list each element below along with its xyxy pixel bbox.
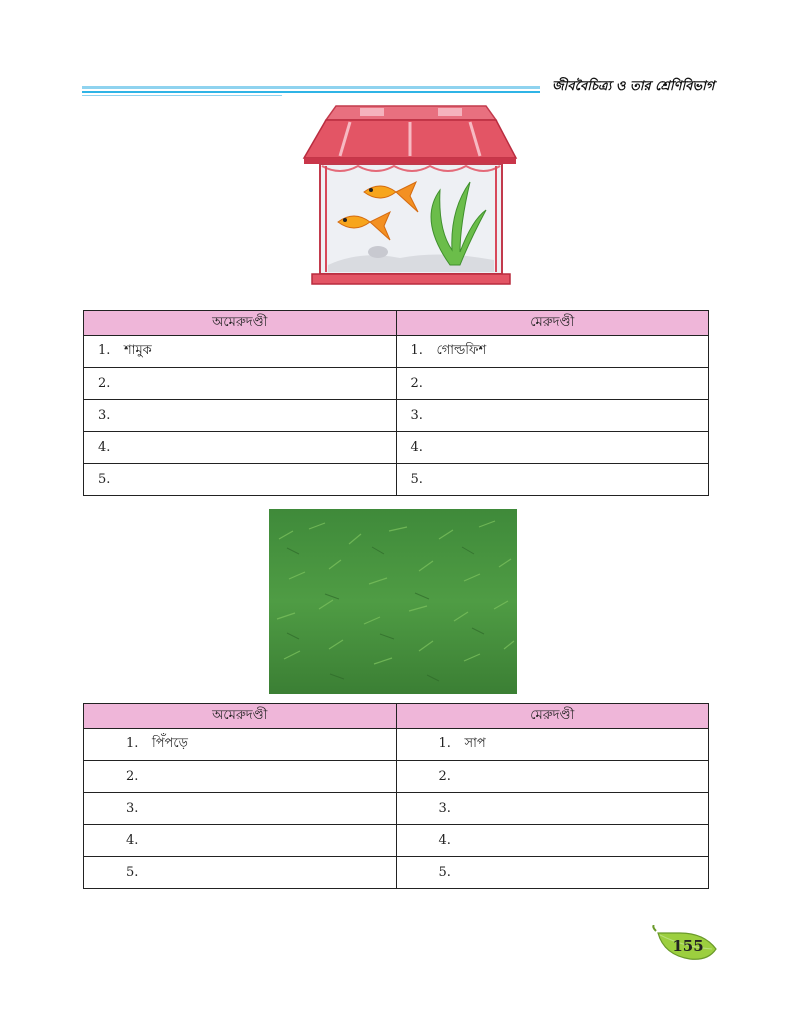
column-header-invertebrate: অমেরুদণ্ডী: [84, 311, 397, 336]
row-number: 1.: [126, 736, 139, 751]
row-number: 3.: [410, 408, 423, 423]
column-header-vertebrate: মেরুদণ্ডী: [396, 704, 709, 729]
table-row: [84, 400, 709, 432]
invertebrate-cell[interactable]: [84, 793, 397, 825]
table-row: [84, 432, 709, 464]
row-number: 1.: [410, 343, 423, 358]
page-number: 155: [672, 937, 704, 955]
vertebrate-cell[interactable]: [396, 761, 709, 793]
table-row: [84, 368, 709, 400]
vertebrate-cell[interactable]: [396, 857, 709, 889]
vertebrate-cell[interactable]: [396, 368, 709, 400]
table-row: [84, 793, 709, 825]
invertebrate-cell[interactable]: [84, 368, 397, 400]
vertebrate-entry: সাপ: [464, 736, 486, 751]
classification-table-1: [83, 310, 709, 496]
table-row: [84, 336, 709, 368]
invertebrate-cell[interactable]: [84, 464, 397, 496]
vertebrate-entry: গোল্ডফিশ: [436, 343, 487, 358]
row-number: 4.: [410, 440, 423, 455]
row-number: 2.: [438, 769, 451, 784]
row-number: 3.: [438, 801, 451, 816]
invertebrate-cell[interactable]: [84, 432, 397, 464]
invertebrate-cell[interactable]: [84, 729, 397, 761]
row-number: 5.: [126, 865, 139, 880]
invertebrate-cell[interactable]: [84, 336, 397, 368]
row-number: 1.: [98, 343, 111, 358]
table-header-row: [84, 704, 709, 729]
vertebrate-cell[interactable]: [396, 400, 709, 432]
row-number: 4.: [438, 833, 451, 848]
row-number: 4.: [98, 440, 111, 455]
chapter-title: জীববৈচিত্র্য ও তার শ্রেণিবিভাগ: [552, 79, 715, 94]
table-header-row: [84, 311, 709, 336]
vertebrate-cell[interactable]: [396, 825, 709, 857]
row-number: 3.: [98, 408, 111, 423]
vertebrate-cell[interactable]: [396, 336, 709, 368]
table-row: [84, 729, 709, 761]
table-row: [84, 857, 709, 889]
row-number: 1.: [438, 736, 451, 751]
invertebrate-cell[interactable]: [84, 857, 397, 889]
vertebrate-cell[interactable]: [396, 432, 709, 464]
classification-table-2: [83, 703, 709, 889]
row-number: 2.: [126, 769, 139, 784]
table-row: [84, 825, 709, 857]
row-number: 5.: [438, 865, 451, 880]
invertebrate-cell[interactable]: [84, 761, 397, 793]
table-row: [84, 761, 709, 793]
invertebrate-cell[interactable]: [84, 400, 397, 432]
header-rule: [82, 86, 540, 96]
invertebrate-entry: পিঁপড়ে: [152, 736, 188, 751]
row-number: 3.: [126, 801, 139, 816]
row-number: 2.: [98, 376, 111, 391]
invertebrate-entry: শামুক: [124, 343, 152, 358]
vertebrate-cell[interactable]: [396, 793, 709, 825]
grass-photo: [269, 509, 517, 694]
vertebrate-cell[interactable]: [396, 464, 709, 496]
row-number: 2.: [410, 376, 423, 391]
column-header-vertebrate: মেরুদণ্ডী: [396, 311, 709, 336]
table-row: [84, 464, 709, 496]
row-number: 4.: [126, 833, 139, 848]
row-number: 5.: [98, 472, 111, 487]
invertebrate-cell[interactable]: [84, 825, 397, 857]
vertebrate-cell[interactable]: [396, 729, 709, 761]
aquarium-illustration: [300, 100, 522, 288]
column-header-invertebrate: অমেরুদণ্ডী: [84, 704, 397, 729]
row-number: 5.: [410, 472, 423, 487]
